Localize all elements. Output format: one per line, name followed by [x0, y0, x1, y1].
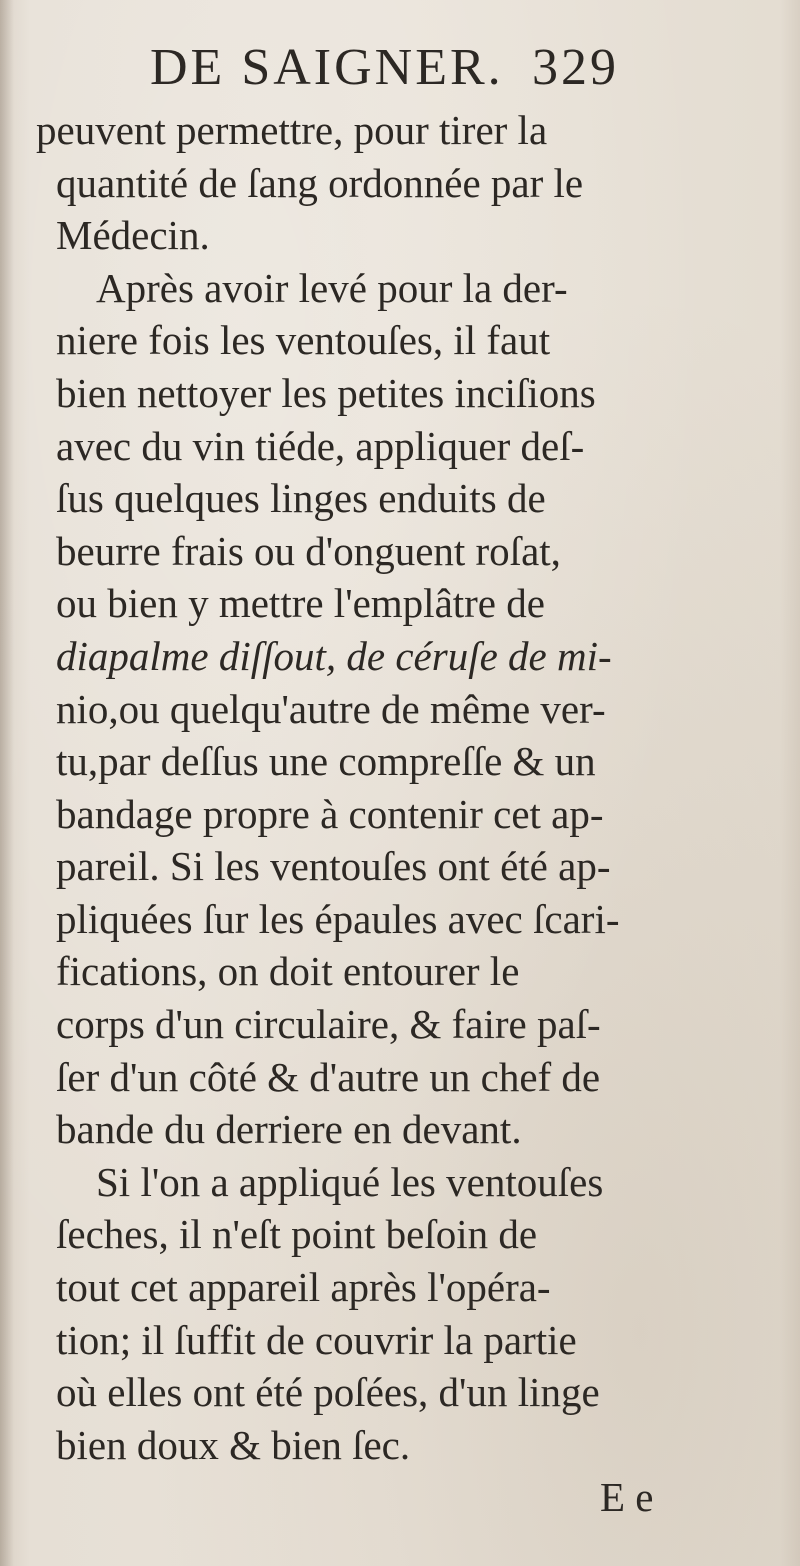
signature-mark: E e	[600, 1474, 654, 1520]
text-line: tion; il ſuffit de couvrir la partie	[56, 1317, 577, 1363]
text-line: ſer d'un côté & d'autre un chef de	[56, 1054, 601, 1100]
page-edge-shadow	[0, 0, 14, 1566]
text-line: ſus quelques linges enduits de	[56, 475, 546, 521]
text-line: bien doux & bien ſec.	[56, 1422, 411, 1468]
text-line: Médecin.	[56, 212, 210, 258]
text-line: ou bien y mettre l'emplâtre de	[56, 580, 545, 626]
page-header	[150, 38, 690, 108]
running-title: DE SAIGNER.	[150, 39, 504, 96]
text-line: tout cet appareil après l'opéra-	[56, 1264, 551, 1310]
text-line: peuvent permettre, pour tirer la	[36, 107, 548, 153]
text-line: Après avoir levé pour la der-	[96, 265, 568, 311]
text-line: Si l'on a appliqué les ventouſes	[96, 1159, 604, 1205]
text-line: bande du derriere en devant.	[56, 1106, 522, 1152]
text-line: diapalme diſſout, de céruſe de mi-	[56, 633, 612, 679]
page-number: 329	[532, 39, 619, 96]
text-line: fications, on doit entourer le	[56, 948, 520, 994]
text-line: avec du vin tiéde, appliquer deſ-	[56, 423, 585, 469]
text-line: pliquées ſur les épaules avec ſcari-	[56, 896, 620, 942]
text-line: tu,par deſſus une compreſſe & un	[56, 738, 596, 784]
text-line: beurre frais ou d'onguent roſat,	[56, 528, 561, 574]
text-line: corps d'un circulaire, & faire paſ-	[56, 1001, 601, 1047]
text-line: nio,ou quelqu'autre de même ver-	[56, 686, 606, 732]
text-line: ſeches, il n'eſt point beſoin de	[56, 1211, 538, 1257]
text-line: pareil. Si les ventouſes ont été ap-	[56, 843, 611, 889]
text-line: niere fois les ventouſes, il faut	[56, 317, 551, 363]
text-line: où elles ont été poſées, d'un linge	[56, 1369, 600, 1415]
text-line: bandage propre à contenir cet ap-	[56, 791, 604, 837]
text-line: bien nettoyer les petites inciſions	[56, 370, 596, 416]
text-line: quantité de ſang ordonnée par le	[56, 160, 584, 206]
